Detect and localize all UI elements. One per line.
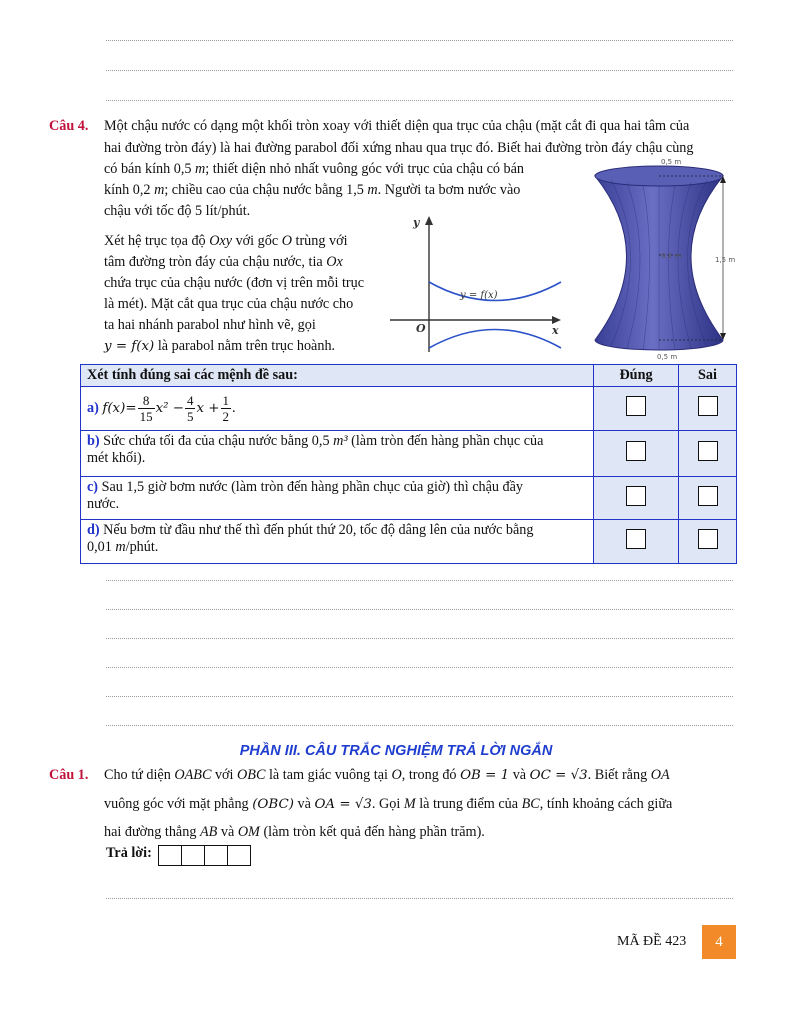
answer-line xyxy=(106,100,733,101)
question-4-text: Một chậu nước có dạng một khối tròn xoay với thiết diện qua trục của chậu (mặt cắt đi qua hai tâm của xyxy=(104,118,690,134)
x-axis-label: x xyxy=(552,324,559,337)
statement-d-false[interactable] xyxy=(679,520,737,564)
statement-a-true[interactable] xyxy=(594,387,679,431)
mid-radius-label: 0,2 m xyxy=(661,252,682,260)
answer-line xyxy=(106,40,733,41)
question-4-text: y = f(x) là parabol nằm trên trục hoành. xyxy=(104,338,336,354)
answer-digit-box[interactable] xyxy=(158,845,182,866)
question-4-text: kính 0,2 m; chiều cao của chậu nước bằng 1,5 m. Người ta bơm nước vào xyxy=(104,182,521,198)
statement-d-true[interactable] xyxy=(594,520,679,564)
page-number-badge: 4 xyxy=(702,925,736,959)
question-4-text: có bán kính 0,5 m; thiết diện nhỏ nhất vuông góc với trục của chậu có bán xyxy=(104,161,525,177)
question-1-label: Câu 1. xyxy=(49,767,89,783)
statement-c: c) Sau 1,5 giờ bơm nước (làm tròn đến hàng phần chục của giờ) thì chậu đầy nước. xyxy=(81,477,594,520)
bottom-radius-label: 0,5 m xyxy=(657,353,678,361)
statement-b: b) Sức chứa tối đa của chậu nước bằng 0,5 m³ (làm tròn đến hàng phần chục của mét khối). xyxy=(81,431,594,477)
question-1-text: vuông góc với mặt phẳng (OBC) và OA = √3. Gọi M là trung điểm của BC, tính khoảng cách giữa xyxy=(104,796,673,812)
true-false-table xyxy=(80,364,737,564)
checkbox[interactable] xyxy=(626,441,646,461)
answer-digit-box[interactable] xyxy=(204,845,228,866)
table-header-prompt: Xét tính đúng sai các mệnh đề sau: xyxy=(81,365,594,387)
table-header-row xyxy=(81,365,737,387)
answer-line xyxy=(106,696,733,697)
column-false-header: Sai xyxy=(679,365,737,387)
statement-a-false[interactable] xyxy=(679,387,737,431)
answer-label: Trả lời: xyxy=(106,845,152,861)
table-row xyxy=(81,520,737,564)
y-axis-arrow-icon xyxy=(425,216,433,225)
statement-b-true[interactable] xyxy=(594,431,679,477)
x-axis-arrow-icon xyxy=(552,316,561,324)
height-label: 1,5 m xyxy=(715,256,736,264)
answer-digit-box[interactable] xyxy=(181,845,205,866)
question-4-text: tâm đường tròn đáy của chậu nước, tia Ox xyxy=(104,254,343,270)
top-radius-label: 0,5 m xyxy=(661,158,682,166)
answer-line xyxy=(106,580,733,581)
table-row xyxy=(81,477,737,520)
answer-line xyxy=(106,638,733,639)
question-1-text: hai đường thẳng AB và OM (làm tròn kết quả đến hàng phần trăm). xyxy=(104,824,485,840)
checkbox[interactable] xyxy=(698,396,718,416)
section-title: PHẦN III. CÂU TRẮC NGHIỆM TRẢ LỜI NGẮN xyxy=(239,743,553,759)
checkbox[interactable] xyxy=(626,396,646,416)
y-axis-label: y xyxy=(413,216,420,229)
checkbox[interactable] xyxy=(698,529,718,549)
question-4-text: hai đường tròn đáy) là hai đường parabol đối xứng nhau qua trục đó. Biết hai đường tròn đáy chậu cùng xyxy=(104,140,694,156)
curve-label: y = f(x) xyxy=(460,290,498,301)
answer-line xyxy=(106,70,733,71)
answer-line xyxy=(106,609,733,610)
water-basin-figure xyxy=(575,150,750,362)
statement-c-false[interactable] xyxy=(679,477,737,520)
checkbox[interactable] xyxy=(698,486,718,506)
lower-parabola xyxy=(429,330,561,349)
answer-line xyxy=(106,725,733,726)
answer-digit-box[interactable] xyxy=(227,845,251,866)
answer-line xyxy=(106,898,733,899)
table-row xyxy=(81,431,737,477)
question-4-text: ta hai nhánh parabol như hình vẽ, gọi xyxy=(104,317,316,333)
checkbox[interactable] xyxy=(698,441,718,461)
statement-c-true[interactable] xyxy=(594,477,679,520)
origin-label: O xyxy=(416,322,426,335)
question-4-text: chậu với tốc độ 5 lít/phút. xyxy=(104,203,251,219)
question-1-text: Cho tứ diện OABC với OBC là tam giác vuông tại O, trong đó OB = 1 và OC = √3. Biết rằng OA xyxy=(104,767,670,783)
answer-line xyxy=(106,667,733,668)
statement-b-false[interactable] xyxy=(679,431,737,477)
statement-a: a) f(x)= $\frac{8}{15}$ x² − $\frac{4}{5}$ x + $\frac{1}{2}$ . xyxy=(81,387,594,431)
statement-d: d) Nếu bơm từ đầu như thế thì đến phút thứ 20, tốc độ dâng lên của nước bằng 0,01 m/phút. xyxy=(81,520,594,564)
checkbox[interactable] xyxy=(626,529,646,549)
question-4-label: Câu 4. xyxy=(49,118,89,134)
checkbox[interactable] xyxy=(626,486,646,506)
exam-code: MÃ ĐỀ 423 xyxy=(617,934,687,949)
column-true-header: Đúng xyxy=(594,365,679,387)
parabola-graph xyxy=(385,212,570,357)
question-4-text: là mét). Mặt cắt qua trục của chậu nước cho xyxy=(104,296,354,312)
question-4-text: Xét hệ trục tọa độ Oxy với gốc O trùng với xyxy=(104,233,348,249)
table-row xyxy=(81,387,737,431)
question-4-text: chứa trục của chậu nước (đơn vị trên mỗi trục xyxy=(104,275,365,291)
